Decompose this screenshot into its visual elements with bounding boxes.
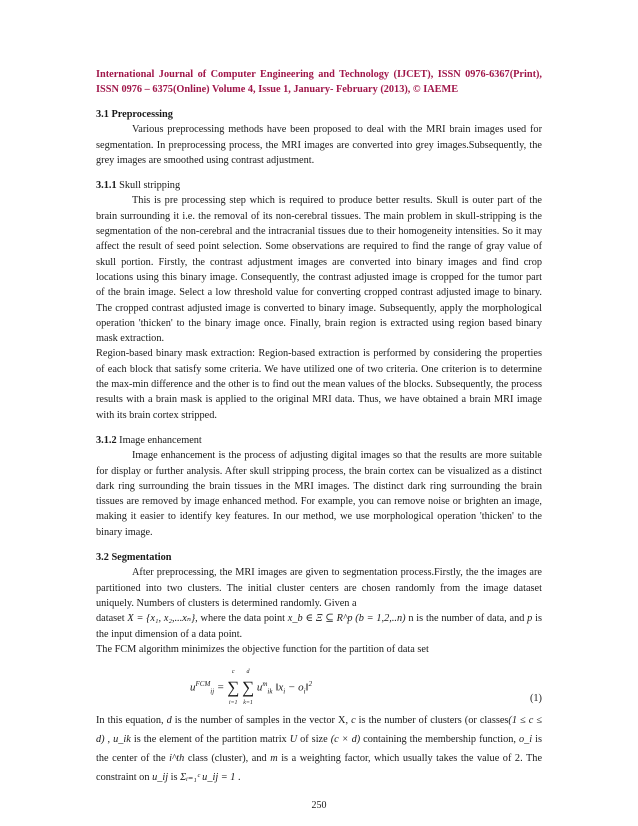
fcm-intro: The FCM algorithm minimizes the objective function for the partition of data set [96, 643, 429, 655]
preprocessing-paragraph: Various preprocessing methods have been proposed to deal with the MRI brain images used for segmentation. In preprocessing process, the MRI images are converted into grey images.Subsequently, the grey images are smoothed using contrast adjustment. [96, 124, 542, 166]
math-dataset-x: X = {x₁, x₂,...xₙ} [127, 613, 196, 625]
image-enhancement-paragraph: Image enhancement is the process of adjusting digital images so that the results are more suitable for display or further analysis. After skull stripping process, the brain cortex can be visualized as a distinct dark ring surrounding the brain tissues in the MRI images. The distinct dark ring surrounding the brain tissues are removed by image enhanced method. For example, you can remove noise or brighten an image, making it easier to identify key features. In our method, we use morphological operation 'thicken' to the binary image. [96, 450, 542, 538]
segmentation-paragraph: After preprocessing, the MRI images are given to segmentation process.Firstly, the the images are partitioned into two clusters. The initial cluster centers are chosen randomly from the image dataset uniquely. Numbers of clusters is determined randomly. Given a [96, 567, 542, 609]
body-text [96, 107, 542, 787]
section-heading-image-enhancement: 3.1.2 Image enhancement [96, 434, 202, 446]
equation-explanation: In this equation, d is the number of samples in the vector X, c is the number of clusters (or classes(1 ≤ c ≤ d) , u_ik is the element of the partition matrix U of size (c × d) containing the membership function, o_i is the center of the i^th class (cluster), and m is a weighting factor, which usually takes the value of 2. The constraint on u_ij is Σᵢ₌₁ᶜ u_ij = 1 . [96, 715, 543, 784]
math-p: p [527, 613, 533, 625]
skull-stripping-paragraph: This is pre processing step which is required to produce better results. Skull is outer part of the brain surrounding it i.e. the removal of its non-cerebral tissues. The main problem in skull-stripping is the segmentation of the non-cerebral and the intracranial tissues due to their homogeneity intensities. So it may affect the result of seed point selection. Some observations are required to find the range of gray value of skull portion. Firstly, the contrast adjustment images are converted into binary images and find crop locations using this binary image. Consequently, the contrast adjusted image is cropped for the tumor part of the brain image. Select a low threshold value for converting cropped contrast adjusted image to binary. The cropped contrast adjusted image is converted to binary image. Subsequently, apply the morphological operation 'thicken' to the binary image once. Finally, brain region is extracted using region based binary mask extraction. [96, 195, 542, 345]
equation-1 [96, 659, 542, 711]
region-mask-paragraph: Region-based binary mask extraction: Region-based extraction is performed by considering the properties of each block that satisfy some criteria. We have utilized one of two criteria. One criterion is to determine the max-min difference and the other is to find out the mean values of the blocks. Subsequently, the process results with a brain mask is applied to the original MRI data. Thus, we have obtained a brain MRI image with its brain cortex stripped. [96, 348, 542, 421]
fcm-objective-formula: $u^{FCM}_{ij}$ = c ∑ i=1 d ∑ k=1 $u^m_{ik}$ $‖x_i$ − $o_i‖^2$ [190, 669, 313, 706]
section-heading-segmentation: 3.2 Segmentation [96, 552, 172, 564]
math-data-point: x_b ∈ Ξ ⊆ R^p (b = 1,2,..n) [287, 613, 406, 625]
page-number: 250 [311, 800, 327, 811]
journal-header: International Journal of Computer Engineering and Technology (IJCET), ISSN 0976-6367(Print), ISSN 0976 – 6375(Online) Volume 4, Issue 1, January- February (2013), © IAEME [96, 69, 542, 95]
section-heading-preprocessing: 3.1 Preprocessing [96, 109, 173, 120]
section-heading-skull-stripping: 3.1.1 Skull stripping [96, 180, 181, 192]
equation-number: (1) [529, 693, 542, 705]
dataset-definition: dataset X = {x₁, x₂,...xₙ}, where the data point x_b ∈ Ξ ⊆ R^p (b = 1,2,..n) n is the number of data, and p is the input dimension of a data point. [96, 613, 542, 640]
